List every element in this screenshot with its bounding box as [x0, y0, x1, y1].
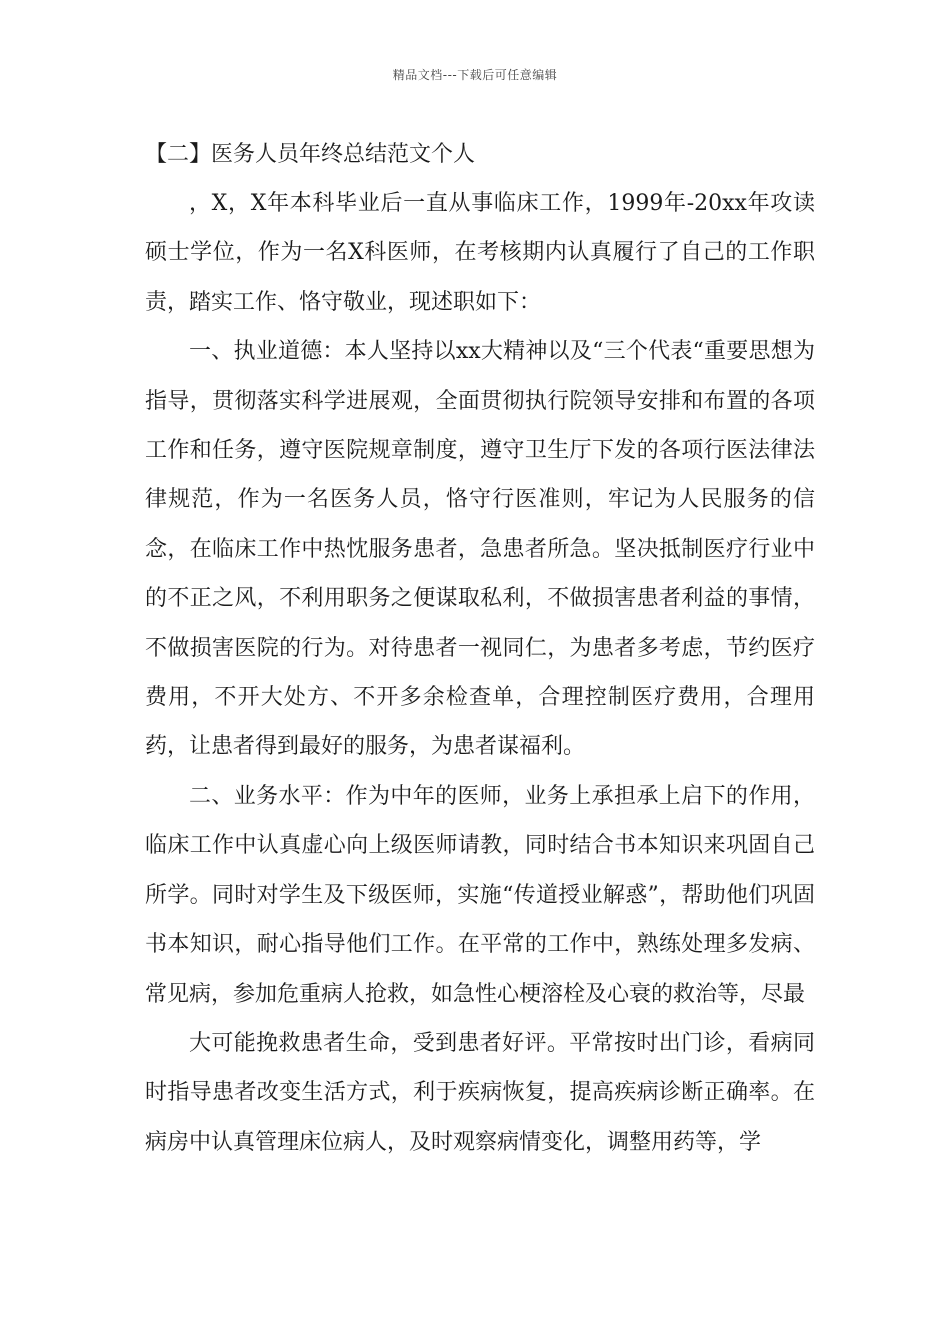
- paragraph-continued: 大可能挽救患者生命，受到患者好评。平常按时出门诊，看病同时指导患者改变生活方式，利于疾病恢复，提高疾病诊断正确率。在病房中认真管理床位病人，及时观察病情变化，调整用药等，学: [145, 1030, 815, 1155]
- paragraph-intro: ，X，X年本科毕业后一直从事临床工作，1999年-20xx年攻读硕士学位，作为一名X科医师，在考核期内认真履行了自己的工作职责，踏实工作、恪守敬业，现述职如下：: [145, 191, 815, 315]
- document-body: [145, 130, 815, 1167]
- document-title: 【二】医务人员年终总结范文个人: [145, 142, 476, 167]
- paragraph-skills: 二、业务水平：作为中年的医师，业务上承担承上启下的作用，临床工作中认真虚心向上级医师请教，同时结合书本知识来巩固自己所学。同时对学生及下级医师，实施“传道授业解惑”，帮助他们巩固书本知识，耐心指导他们工作。在平常的工作中，熟练处理多发病、常见病，参加危重病人抢救，如急性心梗溶栓及心衰的救治等，尽最: [145, 783, 815, 1007]
- paragraph-ethics: 一、执业道德：本人坚持以xx大精神以及“三个代表“重要思想为指导，贯彻落实科学进展观，全面贯彻执行院领导安排和布置的各项工作和任务，遵守医院规章制度，遵守卫生厅下发的各项行医法律法律规范，作为一名医务人员，恪守行医准则，牢记为人民服务的信念，在临床工作中热忱服务患者，急患者所急。坚决抵制医疗行业中的不正之风，不利用职务之便谋取私利，不做损害患者利益的事情，不做损害医院的行为。对待患者一视同仁，为患者多考虑，节约医疗费用，不开大处方、不开多余检查单，合理控制医疗费用，合理用药，让患者得到最好的服务，为患者谋福利。: [145, 339, 815, 760]
- page-header: 精品文档---下载后可任意编辑: [392, 68, 558, 82]
